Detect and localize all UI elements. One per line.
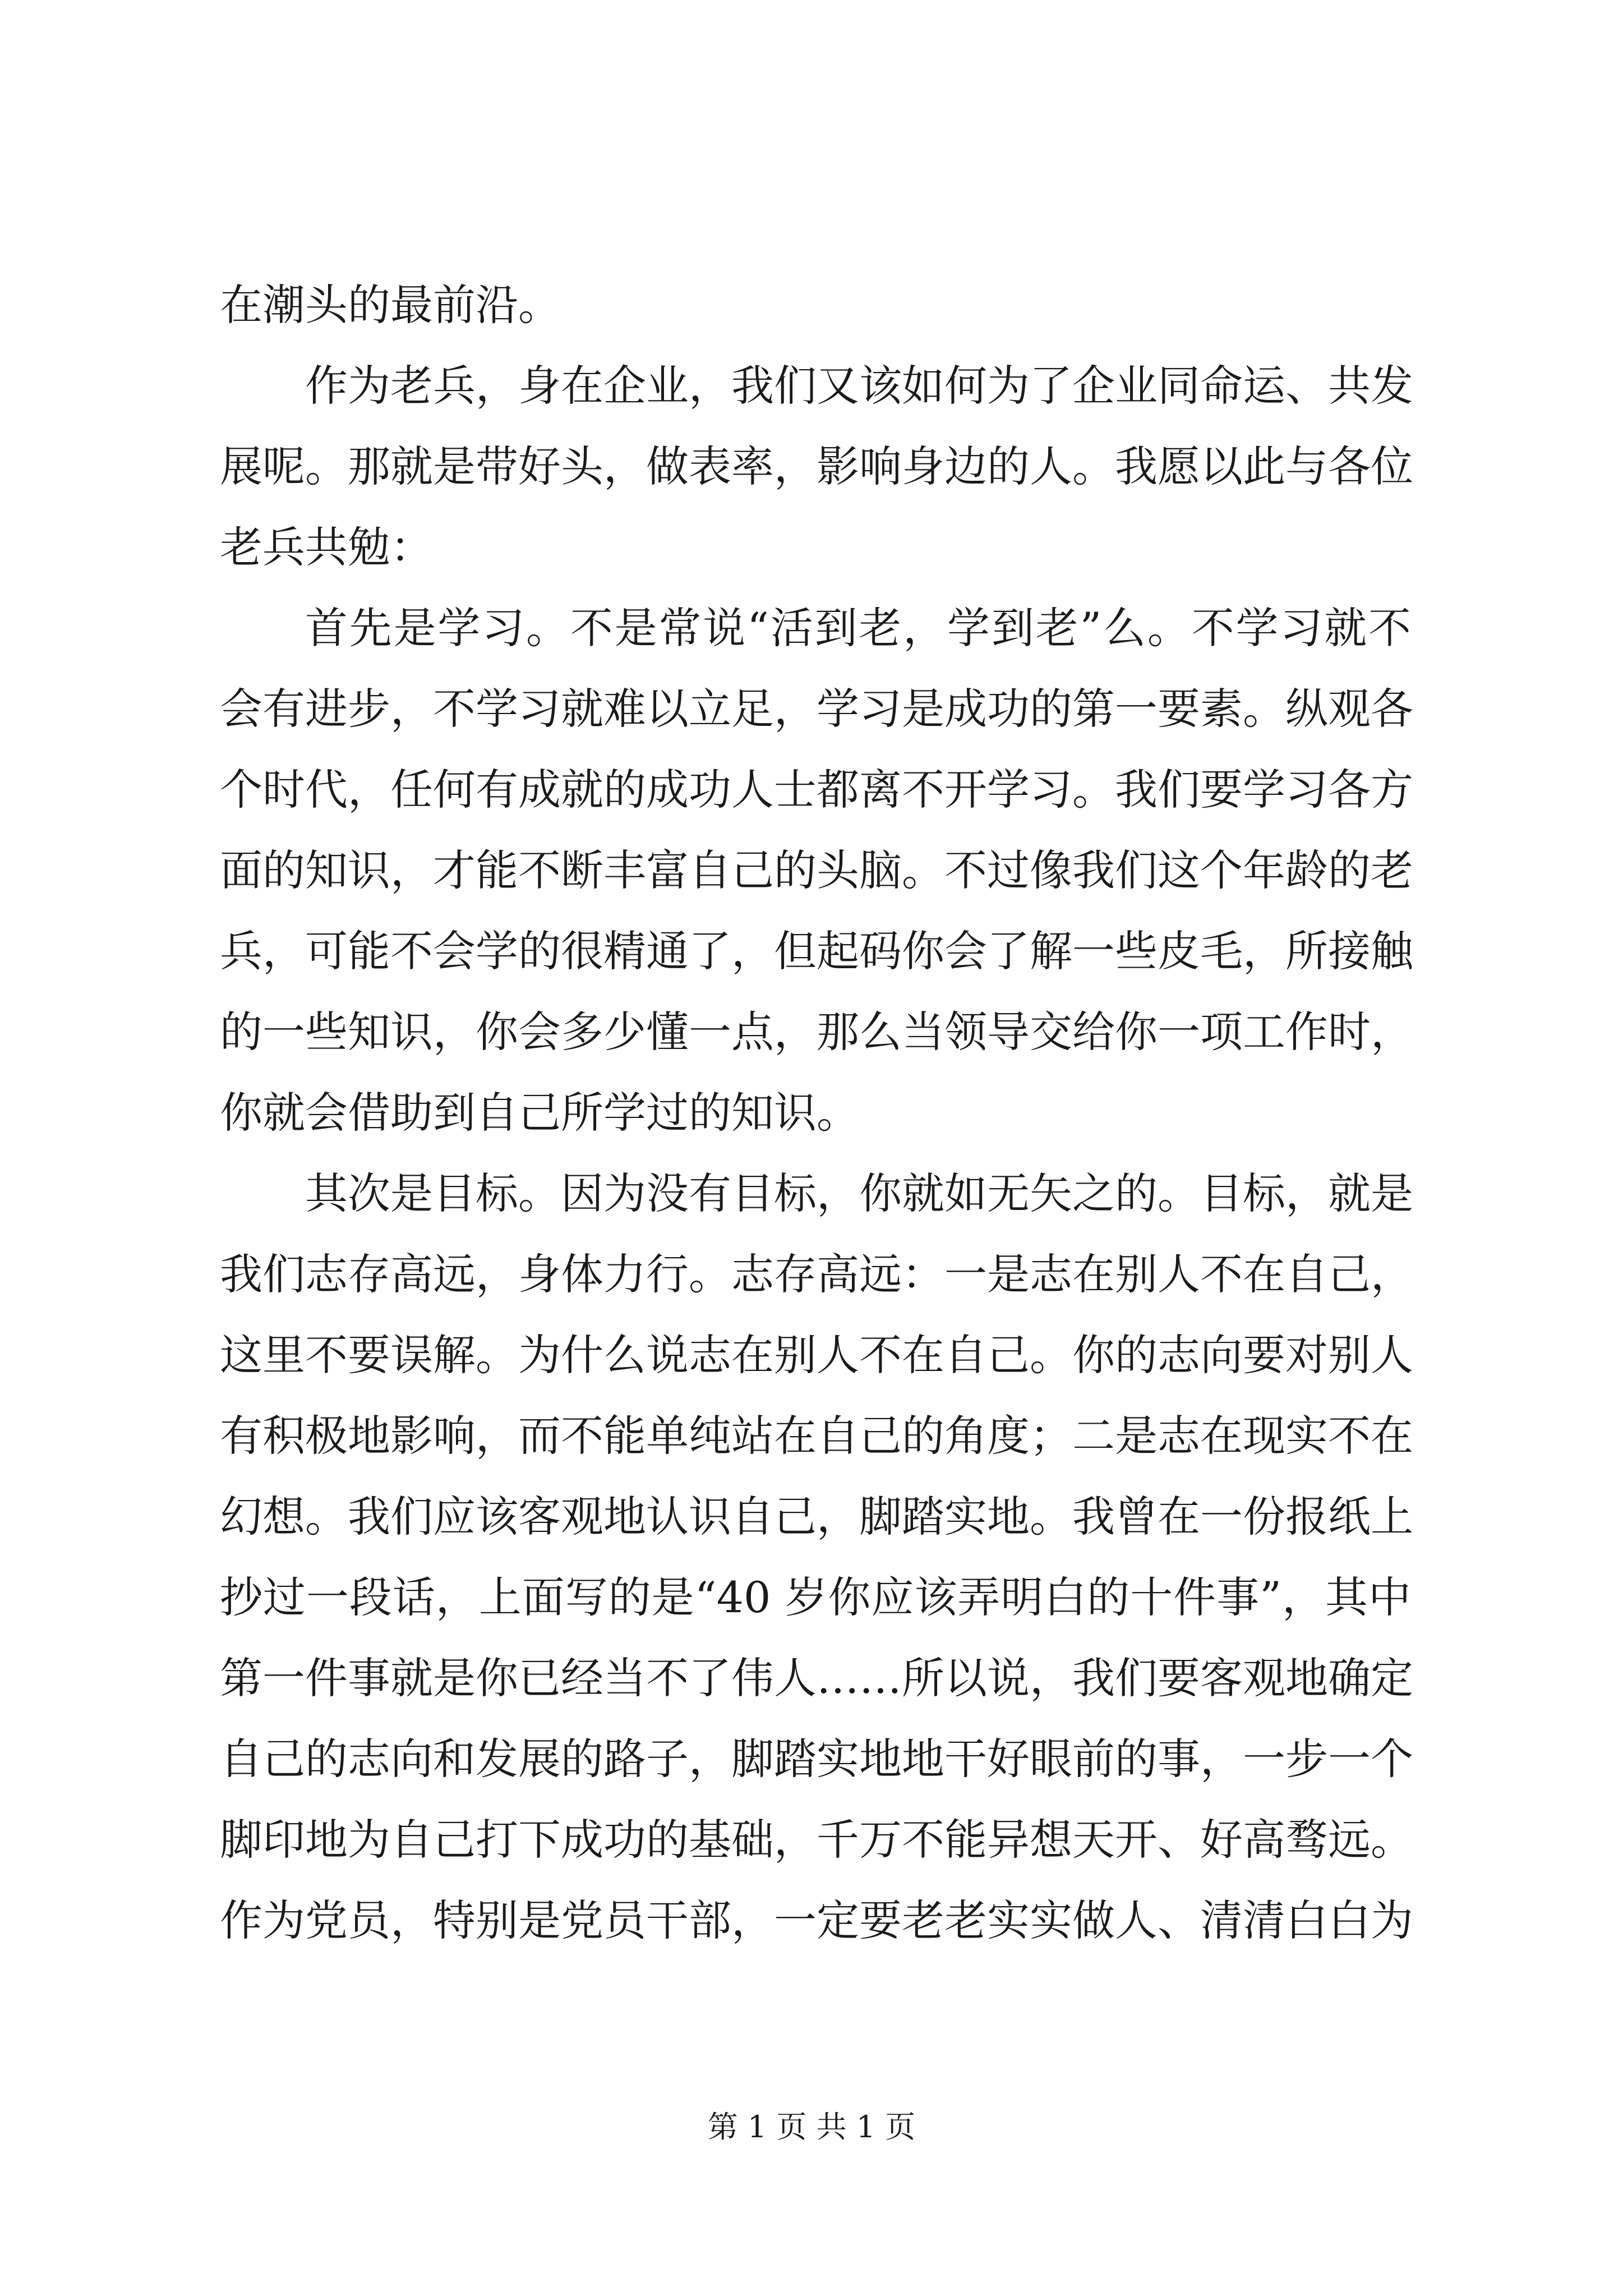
paragraph-line: 作为党员，特别是党员干部，一定要老老实实做人、清清白白为	[220, 1895, 1413, 1945]
paragraph-line: 我们志存高远，身体力行。志存高远：一是志在别人不在自己，	[220, 1249, 1413, 1299]
paragraph-line: 第一件事就是你已经当不了伟人……所以说，我们要客观地确定	[220, 1653, 1413, 1703]
paragraph-line: 展呢。那就是带好头，做表率，影响身边的人。我愿以此与各位	[220, 441, 1413, 491]
page-number-footer: 第 1 页 共 1 页	[707, 2109, 916, 2145]
paragraph-line: 会有进步，不学习就难以立足，学习是成功的第一要素。纵观各	[220, 684, 1413, 734]
paragraph-line: 这里不要误解。为什么说志在别人不在自己。你的志向要对别人	[220, 1330, 1413, 1380]
paragraph-line: 你就会借助到自己所学过的知识。	[220, 1088, 859, 1138]
paragraph-line: 的一些知识，你会多少懂一点，那么当领导交给你一项工作时，	[220, 1007, 1413, 1057]
paragraph-line: 在潮头的最前沿。	[220, 280, 561, 330]
paragraph-line: 兵，可能不会学的很精通了，但起码你会了解一些皮毛，所接触	[220, 926, 1413, 976]
paragraph-line: 面的知识，才能不断丰富自己的头脑。不过像我们这个年龄的老	[220, 845, 1413, 895]
paragraph-line: 老兵共勉：	[220, 522, 433, 572]
paragraph-line: 幻想。我们应该客观地认识自己，脚踏实地。我曾在一份报纸上	[220, 1492, 1413, 1542]
paragraph-line: 有积极地影响，而不能单纯站在自己的角度；二是志在现实不在	[220, 1411, 1413, 1461]
paragraph-line: 自己的志向和发展的路子，脚踏实地地干好眼前的事，一步一个	[220, 1734, 1413, 1784]
document-body	[220, 265, 1411, 1961]
paragraph-line: 个时代，任何有成就的成功人士都离不开学习。我们要学习各方	[220, 765, 1413, 815]
paragraph-line: 抄过一段话，上面写的是“40 岁你应该弄明白的十件事”，其中	[220, 1572, 1411, 1622]
paragraph-line: 作为老兵，身在企业，我们又该如何为了企业同命运、共发	[305, 361, 1413, 411]
paragraph-line: 其次是目标。因为没有目标，你就如无矢之的。目标，就是	[305, 1168, 1413, 1218]
paragraph-line: 首先是学习。不是常说“活到老，学到老”么。不学习就不	[305, 603, 1411, 653]
paragraph-line: 脚印地为自己打下成功的基础，千万不能异想天开、好高骛远。	[220, 1815, 1413, 1865]
